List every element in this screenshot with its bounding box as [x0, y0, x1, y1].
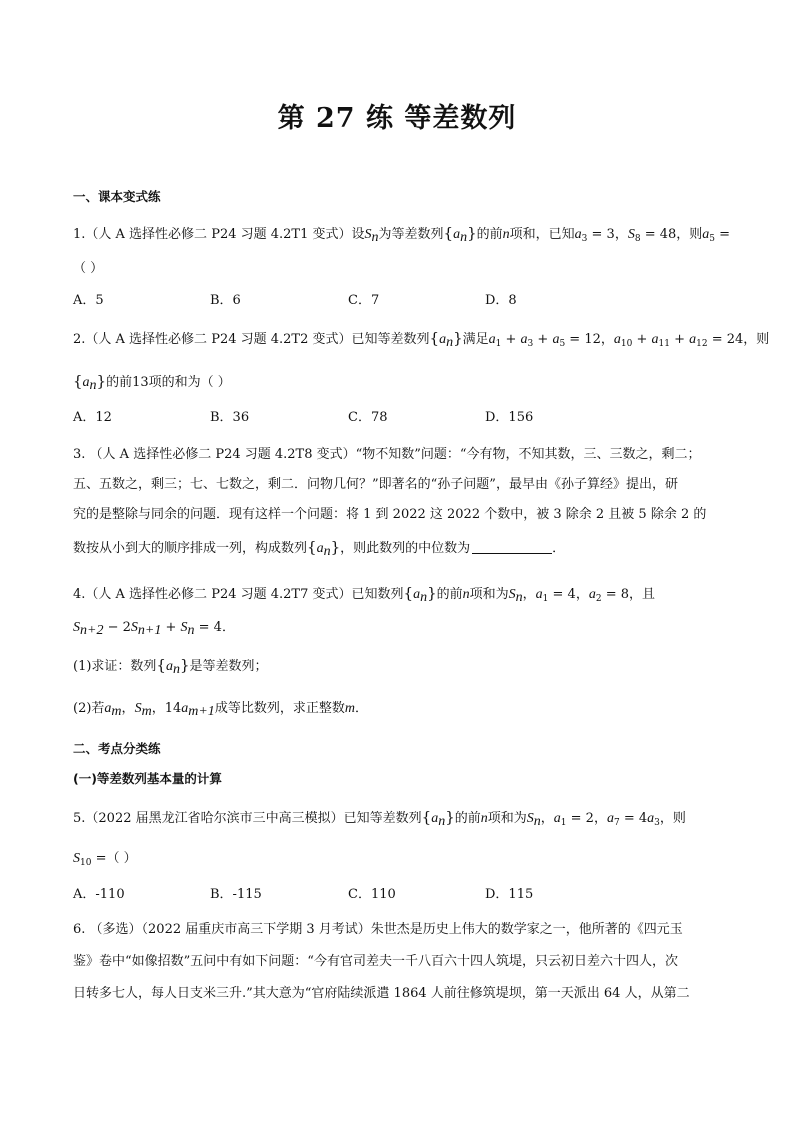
math-text: +: [632, 332, 652, 347]
question-number: 2.: [73, 332, 86, 347]
math-symbol: S: [526, 811, 534, 826]
math-subscript: n: [187, 623, 195, 638]
option-c[interactable]: C．78: [348, 410, 388, 425]
math-subscript: n: [438, 814, 446, 829]
math-brace: {: [443, 224, 454, 242]
text: ．: [552, 541, 566, 556]
math-brace: }: [453, 329, 463, 347]
math-symbol: a: [488, 332, 496, 347]
text: 项和，已知: [509, 227, 575, 242]
math-text: =: [715, 227, 731, 242]
math-symbol: a: [439, 332, 447, 347]
text: 成等比数列，求正整数: [214, 701, 345, 716]
math-symbol: a: [647, 811, 655, 826]
question-1-paren: （ ）: [73, 261, 104, 276]
question-2-line-2: [73, 372, 231, 392]
math-symbol: a: [82, 375, 90, 390]
math-subscript: 2: [595, 594, 602, 604]
section-heading-2: 二、考点分类练: [73, 741, 161, 756]
math-text: =: [91, 851, 107, 866]
math-symbol: a: [520, 332, 528, 347]
math-symbol: a: [453, 227, 461, 242]
math-symbol: a: [574, 227, 582, 242]
text: 设: [351, 227, 365, 242]
question-source: （人 A 选择性必修二 P24 习题 4.2T2 变式）: [85, 332, 352, 347]
math-subscript: 10: [620, 339, 633, 349]
math-symbol: a: [702, 227, 710, 242]
text: ，: [151, 701, 165, 716]
option-a[interactable]: A．12: [73, 410, 112, 425]
math-symbol: a: [689, 332, 697, 347]
text: ，: [540, 811, 554, 826]
math-subscript: n: [420, 590, 428, 605]
text: 项和为: [469, 587, 509, 602]
math-symbol: a: [165, 659, 173, 674]
text: 已知等差数列: [351, 332, 430, 347]
math-text: − 2: [103, 620, 131, 635]
answer-blank[interactable]: [472, 542, 552, 554]
text: ，则: [676, 227, 703, 242]
math-subscript: n: [515, 590, 523, 605]
question-4-part-2: [73, 700, 368, 718]
math-brace: }: [179, 656, 190, 674]
text: (1)求证：数列: [73, 659, 157, 674]
text: 的前: [454, 811, 481, 826]
math-subscript: 3: [581, 234, 588, 244]
math-text: = 2: [566, 811, 594, 826]
question-6-line-2: 鉴》卷中“如像招数”五问中有如下问题：“今有官司差夫一千八百六十四人筑堤，只云初日差六十四人，次: [73, 954, 678, 969]
math-symbol: a: [181, 701, 189, 716]
math-text: = 12: [565, 332, 601, 347]
math-symbol: a: [606, 811, 614, 826]
math-subscript: 10: [80, 858, 92, 868]
math-brace: }: [96, 372, 107, 390]
text: ，: [522, 587, 536, 602]
math-brace: }: [330, 538, 341, 556]
question-6-line-1: 6. （多选）（2022 届重庆市高三下学期 3 月考试）朱世杰是历史上伟大的数学家之一，他所著的《四元玉: [73, 922, 683, 937]
math-text: +: [533, 332, 553, 347]
text: 的前13项的和为（ ）: [106, 375, 231, 390]
option-b[interactable]: B．6: [210, 293, 241, 308]
math-subscript: 1: [542, 594, 549, 604]
text: （ ）: [106, 851, 137, 866]
math-symbol: S: [627, 227, 635, 242]
text: ，: [593, 811, 607, 826]
math-subscript: 1: [560, 818, 567, 828]
math-symbol: a: [552, 332, 560, 347]
math-text: = 48: [640, 227, 677, 242]
math-symbol: a: [651, 332, 659, 347]
math-brace: }: [445, 808, 455, 826]
math-symbol: S: [508, 587, 516, 602]
question-3-line-4: [73, 538, 565, 558]
text: (2)若: [73, 701, 105, 716]
text: 已知等差数列: [343, 811, 422, 826]
math-symbol: S: [73, 620, 80, 635]
math-text: = 3: [587, 227, 615, 242]
math-subscript: 1: [495, 339, 502, 349]
math-subscript: n: [89, 378, 97, 393]
page-title: 第 27 练 等差数列: [277, 103, 517, 134]
math-subscript: n: [371, 230, 379, 245]
math-brace: {: [73, 372, 83, 390]
math-symbol: n: [462, 587, 470, 602]
math-brace: {: [429, 329, 440, 347]
math-symbol: S: [134, 701, 142, 716]
math-text: 14: [164, 701, 182, 716]
math-subscript: 3: [527, 339, 534, 349]
math-subscript: m: [111, 704, 122, 719]
math-symbol: m: [344, 701, 355, 716]
question-6-line-3: 日转多七人，每人日支米三升.”其大意为“官府陆续派遣 1864 人前往修筑堤坝，第一天派出 64 人，从第二: [73, 986, 690, 1001]
math-subscript: 12: [696, 339, 708, 349]
math-symbol: a: [535, 587, 543, 602]
text: 项和为: [487, 811, 527, 826]
math-symbol: a: [413, 587, 421, 602]
text: ，则: [659, 811, 686, 826]
math-symbol: n: [502, 227, 510, 242]
math-brace: {: [421, 808, 432, 826]
question-4-line-2: [73, 619, 235, 637]
math-symbol: a: [588, 587, 596, 602]
text: ，则此数列的中位数为: [340, 541, 471, 556]
question-number: 4.: [73, 587, 86, 602]
text: ，: [121, 701, 135, 716]
section-heading-1: 一、课本变式练: [73, 189, 161, 204]
math-subscript: 3: [654, 818, 660, 828]
math-subscript: n+1: [137, 623, 162, 638]
math-text: +: [501, 332, 521, 347]
math-subscript: m: [141, 704, 152, 719]
question-4-line-1: [73, 584, 655, 604]
math-symbol: S: [180, 620, 188, 635]
math-symbol: S: [73, 851, 80, 866]
math-subscript: 5: [559, 339, 566, 349]
option-a[interactable]: A．5: [73, 293, 104, 308]
text: 满足: [462, 332, 489, 347]
math-text: = 4: [619, 811, 648, 826]
math-subscript: m+1: [188, 704, 215, 719]
math-brace: {: [403, 584, 414, 602]
question-source: （2022 届黑龙江省哈尔滨市三中高三模拟）: [85, 811, 344, 826]
math-symbol: n: [480, 811, 488, 826]
question-3-line-2: 五、五数之，剩三；七、七数之，剩二．问物几何？”即著名的“孙子问题”，最早由《孙子算经》提出，研: [73, 477, 678, 492]
math-brace: }: [467, 224, 477, 242]
math-subscript: n: [172, 662, 180, 677]
math-brace: {: [307, 538, 317, 556]
math-symbol: S: [364, 227, 372, 242]
question-source: （人 A 选择性必修二 P24 习题 4.2T1 变式）: [85, 227, 352, 242]
subsection-heading-1: (一)等差数列基本量的计算: [73, 771, 222, 786]
math-subscript: 7: [613, 818, 620, 828]
math-text: +: [161, 620, 181, 635]
text: 为等差数列: [378, 227, 444, 242]
math-text: +: [669, 332, 690, 347]
text: 是等差数列；: [189, 659, 268, 674]
math-subscript: n: [446, 335, 454, 350]
math-symbol: a: [613, 332, 621, 347]
math-symbol: a: [431, 811, 439, 826]
question-3-line-3: 究的是整除与同余的问题．现有这样一个问题：将 1 到 2022 这 2022 个数中，被 3 除余 2 且被 5 除余 2 的: [73, 507, 707, 522]
option-a[interactable]: A．-110: [73, 887, 125, 902]
math-text: = 24: [707, 332, 744, 347]
question-number: 1.: [73, 227, 86, 242]
text: 数按从小到大的顺序排成一列，构成数列: [73, 541, 308, 556]
math-brace: }: [427, 584, 437, 602]
text: ，: [600, 332, 614, 347]
math-brace: {: [156, 656, 166, 674]
math-subscript: 8: [634, 234, 641, 244]
option-d[interactable]: D．156: [485, 410, 534, 425]
math-symbol: a: [104, 701, 112, 716]
question-3-line-1: 3. （人 A 选择性必修二 P24 习题 4.2T8 变式）“物不知数”问题：“今有物，不知其数，三、三数之，剩二；: [73, 447, 701, 462]
text: 的前: [476, 227, 503, 242]
question-5-line-2: [73, 850, 137, 868]
option-d[interactable]: D．115: [485, 887, 534, 902]
math-symbol: a: [316, 541, 324, 556]
option-b[interactable]: B．36: [210, 410, 250, 425]
text: 的前: [436, 587, 463, 602]
option-c[interactable]: C．110: [348, 887, 396, 902]
math-subscript: n: [460, 230, 468, 245]
option-c[interactable]: C．7: [348, 293, 380, 308]
question-2-line-1: [73, 329, 769, 349]
question-1-line-1: [73, 224, 730, 244]
math-subscript: 11: [658, 339, 670, 349]
text: 已知数列: [351, 587, 404, 602]
question-number: 5.: [73, 811, 86, 826]
text: ，则: [743, 332, 770, 347]
text: ，且: [629, 587, 656, 602]
math-subscript: n+2: [80, 623, 104, 638]
math-text: = 4．: [194, 620, 235, 635]
text: ，: [614, 227, 628, 242]
math-symbol: a: [553, 811, 561, 826]
question-5-line-1: [73, 808, 686, 828]
math-subscript: 5: [709, 234, 716, 244]
math-subscript: n: [323, 544, 331, 559]
option-b[interactable]: B．-115: [210, 887, 262, 902]
math-text: = 8: [601, 587, 630, 602]
question-4-part-1: [73, 656, 268, 676]
option-d[interactable]: D．8: [485, 293, 517, 308]
math-text: = 4: [548, 587, 576, 602]
text: ．: [354, 701, 368, 716]
text: ，: [575, 587, 589, 602]
question-source: （人 A 选择性必修二 P24 习题 4.2T7 变式）: [85, 587, 352, 602]
math-subscript: n: [533, 814, 541, 829]
math-symbol: S: [130, 620, 138, 635]
